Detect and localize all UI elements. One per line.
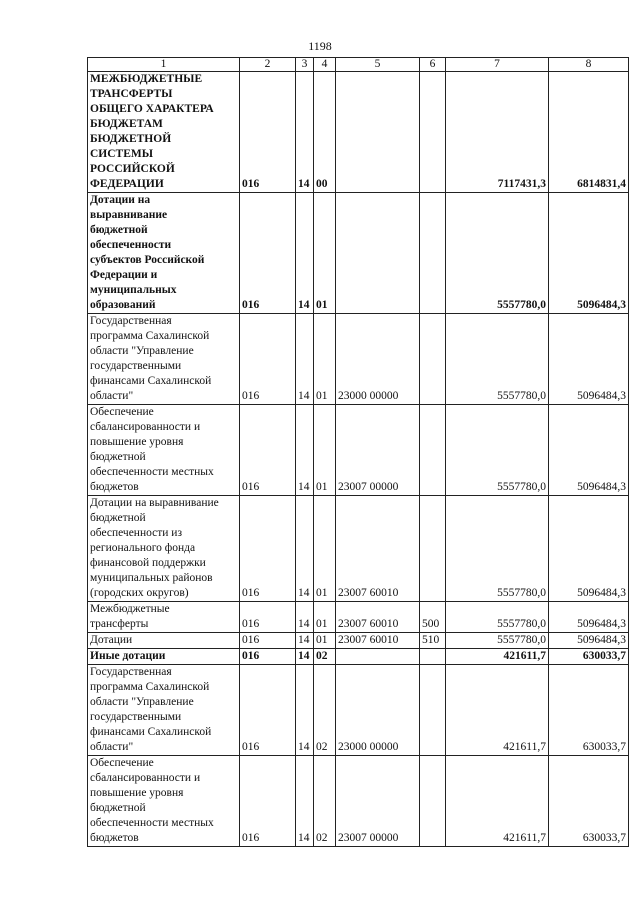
cell-subsection: 01 (314, 314, 336, 405)
header-cell: 2 (240, 58, 296, 72)
cell-admin-code: 016 (240, 649, 296, 665)
cell-expense-type (420, 193, 446, 314)
row-name: Межбюджетные трансферты (88, 602, 240, 633)
table-row (88, 633, 629, 649)
row-name: Дотации на выравнивание бюджетной обеспеченности субъектов Российской Федерации и муниципальных образований (88, 193, 240, 314)
cell-target-article: 23007 00000 (336, 756, 420, 847)
cell-expense-type (420, 314, 446, 405)
cell-amount-year2: 5096484,3 (549, 633, 629, 649)
header-cell: 1 (88, 58, 240, 72)
page-number: 1198 (308, 39, 332, 53)
cell-admin-code: 016 (240, 496, 296, 602)
cell-admin-code: 016 (240, 602, 296, 633)
cell-target-article: 23000 00000 (336, 665, 420, 756)
table-row (88, 193, 629, 314)
row-name: Обеспечение сбалансированности и повышение уровня бюджетной обеспеченности местных бюджетов (88, 756, 240, 847)
table-row (88, 405, 629, 496)
cell-section: 14 (296, 649, 314, 665)
cell-subsection: 01 (314, 633, 336, 649)
cell-section: 14 (296, 193, 314, 314)
cell-subsection: 01 (314, 496, 336, 602)
cell-amount-year1: 5557780,0 (446, 405, 549, 496)
cell-amount-year1: 421611,7 (446, 665, 549, 756)
cell-admin-code: 016 (240, 72, 296, 193)
cell-admin-code: 016 (240, 405, 296, 496)
row-name: Государственная программа Сахалинской области "Управление государственными финансами Сахалинской области" (88, 314, 240, 405)
cell-expense-type: 500 (420, 602, 446, 633)
cell-subsection: 01 (314, 405, 336, 496)
cell-subsection: 01 (314, 602, 336, 633)
table-row (88, 314, 629, 405)
cell-amount-year2: 5096484,3 (549, 314, 629, 405)
cell-target-article: 23007 60010 (336, 633, 420, 649)
cell-target-article: 23007 60010 (336, 602, 420, 633)
cell-expense-type (420, 649, 446, 665)
cell-amount-year2: 5096484,3 (549, 496, 629, 602)
table-row (88, 649, 629, 665)
table-row (88, 72, 629, 193)
cell-target-article (336, 193, 420, 314)
row-name: Государственная программа Сахалинской области "Управление государственными финансами Сахалинской области" (88, 665, 240, 756)
header-row (88, 58, 629, 72)
cell-amount-year2: 6814831,4 (549, 72, 629, 193)
cell-target-article: 23007 00000 (336, 405, 420, 496)
cell-admin-code: 016 (240, 314, 296, 405)
row-name: Иные дотации (88, 649, 240, 665)
cell-admin-code: 016 (240, 633, 296, 649)
cell-expense-type (420, 496, 446, 602)
cell-amount-year2: 5096484,3 (549, 193, 629, 314)
header-cell: 5 (336, 58, 420, 72)
cell-section: 14 (296, 496, 314, 602)
cell-amount-year1: 421611,7 (446, 649, 549, 665)
cell-expense-type (420, 405, 446, 496)
row-name: Дотации (88, 633, 240, 649)
budget-table (87, 57, 629, 847)
cell-expense-type (420, 756, 446, 847)
cell-section: 14 (296, 756, 314, 847)
cell-subsection: 02 (314, 665, 336, 756)
cell-subsection: 01 (314, 193, 336, 314)
cell-subsection: 00 (314, 72, 336, 193)
cell-section: 14 (296, 314, 314, 405)
cell-section: 14 (296, 72, 314, 193)
cell-target-article (336, 649, 420, 665)
cell-section: 14 (296, 633, 314, 649)
header-cell: 8 (549, 58, 629, 72)
cell-expense-type: 510 (420, 633, 446, 649)
cell-amount-year1: 5557780,0 (446, 314, 549, 405)
cell-target-article: 23007 60010 (336, 496, 420, 602)
cell-admin-code: 016 (240, 756, 296, 847)
cell-amount-year2: 630033,7 (549, 756, 629, 847)
cell-section: 14 (296, 665, 314, 756)
row-name: Обеспечение сбалансированности и повышение уровня бюджетной обеспеченности местных бюджетов (88, 405, 240, 496)
table-row (88, 602, 629, 633)
cell-amount-year2: 5096484,3 (549, 602, 629, 633)
table-row (88, 756, 629, 847)
table-row (88, 496, 629, 602)
cell-subsection: 02 (314, 756, 336, 847)
table-row (88, 665, 629, 756)
cell-amount-year1: 5557780,0 (446, 633, 549, 649)
cell-expense-type (420, 665, 446, 756)
cell-admin-code: 016 (240, 193, 296, 314)
cell-amount-year2: 5096484,3 (549, 405, 629, 496)
cell-target-article: 23000 00000 (336, 314, 420, 405)
cell-amount-year2: 630033,7 (549, 649, 629, 665)
cell-section: 14 (296, 602, 314, 633)
header-cell: 3 (296, 58, 314, 72)
cell-admin-code: 016 (240, 665, 296, 756)
cell-subsection: 02 (314, 649, 336, 665)
cell-target-article (336, 72, 420, 193)
header-cell: 7 (446, 58, 549, 72)
cell-amount-year2: 630033,7 (549, 665, 629, 756)
cell-amount-year1: 5557780,0 (446, 193, 549, 314)
header-cell: 6 (420, 58, 446, 72)
header-cell: 4 (314, 58, 336, 72)
cell-amount-year1: 7117431,3 (446, 72, 549, 193)
cell-expense-type (420, 72, 446, 193)
cell-section: 14 (296, 405, 314, 496)
row-name: Дотации на выравнивание бюджетной обеспеченности из регионального фонда финансовой поддержки муниципальных районов (городских округов) (88, 496, 240, 602)
cell-amount-year1: 5557780,0 (446, 602, 549, 633)
row-name: МЕЖБЮДЖЕТНЫЕ ТРАНСФЕРТЫ ОБЩЕГО ХАРАКТЕРА БЮДЖЕТАМ БЮДЖЕТНОЙ СИСТЕМЫ РОССИЙСКОЙ ФЕДЕРАЦИИ (88, 72, 240, 193)
cell-amount-year1: 5557780,0 (446, 496, 549, 602)
cell-amount-year1: 421611,7 (446, 756, 549, 847)
